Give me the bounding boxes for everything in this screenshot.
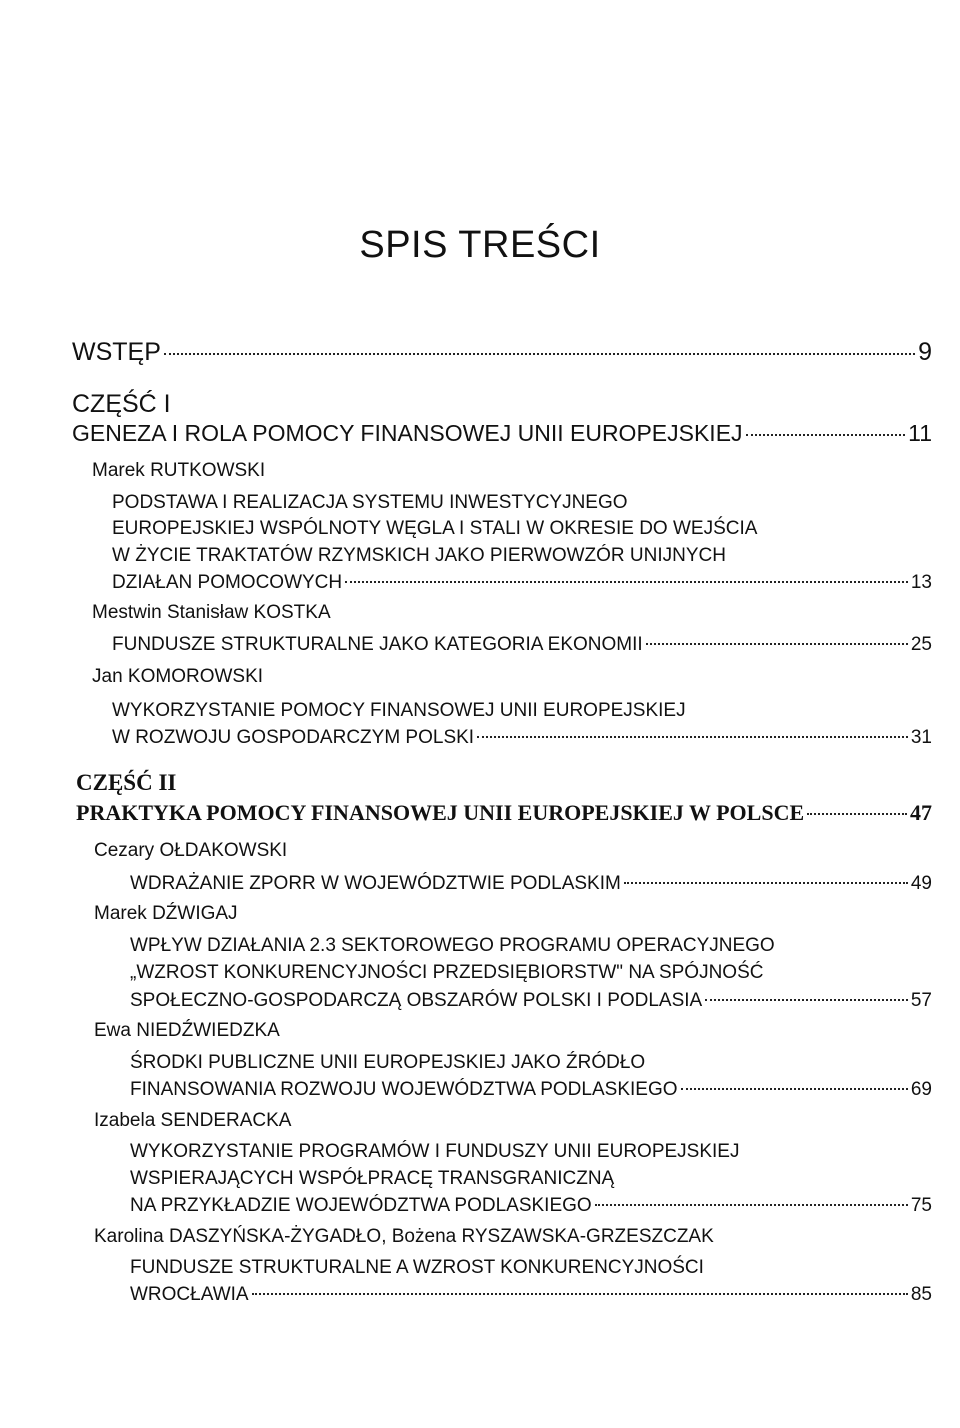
entry-page: 85 [910, 1284, 932, 1305]
entry-page: 31 [910, 727, 932, 748]
entry-author: Cezary OŁDAKOWSKI [94, 840, 288, 861]
entry-author: Marek RUTKOWSKI [92, 460, 266, 481]
dot-leader [807, 813, 907, 815]
toc-part1-title [72, 420, 932, 447]
dot-leader [477, 736, 908, 738]
entry-page: 69 [910, 1079, 932, 1100]
entry-title-line: FINANSOWANIA ROZWOJU WOJEWÓDZTWA PODLASKIEGO [130, 1079, 678, 1100]
entry-title-line: WDRAŻANIE ZPORR W WOJEWÓDZTWIE PODLASKIM [130, 873, 621, 894]
toc-entry-last-line [130, 1195, 932, 1217]
entry-author: Jan KOMOROWSKI [92, 666, 264, 687]
entry-title-line: „WZROST KONKURENCYJNOŚCI PRZEDSIĘBIORSTW" NA SPÓJNOŚĆ [130, 962, 764, 983]
entry-title-line: WSPIERAJĄCYCH WSPÓŁPRACĘ TRANSGRANICZNĄ [130, 1168, 615, 1189]
entry-author: Ewa NIEDŹWIEDZKA [94, 1020, 280, 1041]
entry-title-line: SPOŁECZNO-GOSPODARCZĄ OBSZARÓW POLSKI I PODLASIA [130, 990, 703, 1011]
dot-leader [624, 882, 908, 884]
part2-page: 47 [910, 800, 932, 825]
entry-title-line: DZIAŁAN POMOCOWYCH [112, 572, 343, 593]
entry-title-line: NA PRZYKŁADZIE WOJEWÓDZTWA PODLASKIEGO [130, 1195, 592, 1216]
entry-page: 75 [910, 1195, 932, 1216]
dot-leader [252, 1293, 908, 1295]
part2-title: PRAKTYKA POMOCY FINANSOWEJ UNII EUROPEJSKIEJ W POLSCE [76, 800, 805, 825]
toc-entry-last-line [112, 634, 932, 656]
entry-title-line: EUROPEJSKIEJ WSPÓLNOTY WĘGLA I STALI W OKRESIE DO WEJŚCIA [112, 518, 758, 539]
entry-title-line: FUNDUSZE STRUKTURALNE JAKO KATEGORIA EKONOMII [112, 634, 643, 655]
dot-leader [681, 1088, 908, 1090]
entry-title-line: W ROZWOJU GOSPODARCZYM POLSKI [112, 727, 475, 748]
entry-author: Marek DŹWIGAJ [94, 903, 238, 924]
entry-title-line: W ŻYCIE TRAKTATÓW RZYMSKICH JAKO PIERWOWZÓR UNIJNYCH [112, 545, 726, 566]
dot-leader [595, 1204, 908, 1206]
part1-title: GENEZA I ROLA POMOCY FINANSOWEJ UNII EUROPEJSKIEJ [72, 420, 743, 446]
entry-page: 49 [910, 873, 932, 894]
dot-leader [646, 643, 908, 645]
intro-label: WSTĘP [72, 338, 161, 366]
dot-leader [164, 353, 915, 355]
entry-title-line: FUNDUSZE STRUKTURALNE A WZROST KONKURENCYJNOŚCI [130, 1257, 704, 1278]
entry-title-line: WPŁYW DZIAŁANIA 2.3 SEKTOROWEGO PROGRAMU OPERACYJNEGO [130, 935, 775, 956]
page-title: SPIS TREŚCI [359, 224, 601, 266]
entry-title-line: PODSTAWA I REALIZACJA SYSTEMU INWESTYCYJNEGO [112, 492, 628, 513]
toc-entry-last-line [130, 1079, 932, 1101]
entry-author: Mestwin Stanisław KOSTKA [92, 602, 331, 623]
entry-title-line: WYKORZYSTANIE PROGRAMÓW I FUNDUSZY UNII EUROPEJSKIEJ [130, 1141, 740, 1162]
part1-label: CZĘŚĆ I [72, 390, 171, 418]
entry-page: 57 [910, 990, 932, 1011]
toc-intro [72, 338, 932, 367]
toc-entry-last-line [130, 873, 932, 895]
intro-page: 9 [918, 338, 932, 366]
dot-leader [705, 999, 908, 1001]
dot-leader [345, 581, 908, 583]
entry-page: 25 [910, 634, 932, 655]
toc-part2-title [76, 800, 932, 826]
dot-leader [746, 434, 906, 436]
entry-author: Karolina DASZYŃSKA-ŻYGADŁO, Bożena RYSZAWSKA-GRZESZCZAK [94, 1226, 714, 1247]
toc-entry-last-line [130, 990, 932, 1012]
toc-entry-last-line [112, 727, 932, 749]
part2-label: CZĘŚĆ II [76, 770, 177, 795]
entry-title-line: ŚRODKI PUBLICZNE UNII EUROPEJSKIEJ JAKO ŹRÓDŁO [130, 1052, 646, 1073]
toc-entry-last-line [112, 572, 932, 594]
entry-title-line: WROCŁAWIA [130, 1284, 249, 1305]
entry-title-line: WYKORZYSTANIE POMOCY FINANSOWEJ UNII EUROPEJSKIEJ [112, 700, 686, 721]
entry-author: Izabela SENDERACKA [94, 1110, 292, 1131]
toc-entry-last-line [130, 1284, 932, 1306]
entry-page: 13 [910, 572, 932, 593]
part1-page: 11 [908, 420, 932, 446]
